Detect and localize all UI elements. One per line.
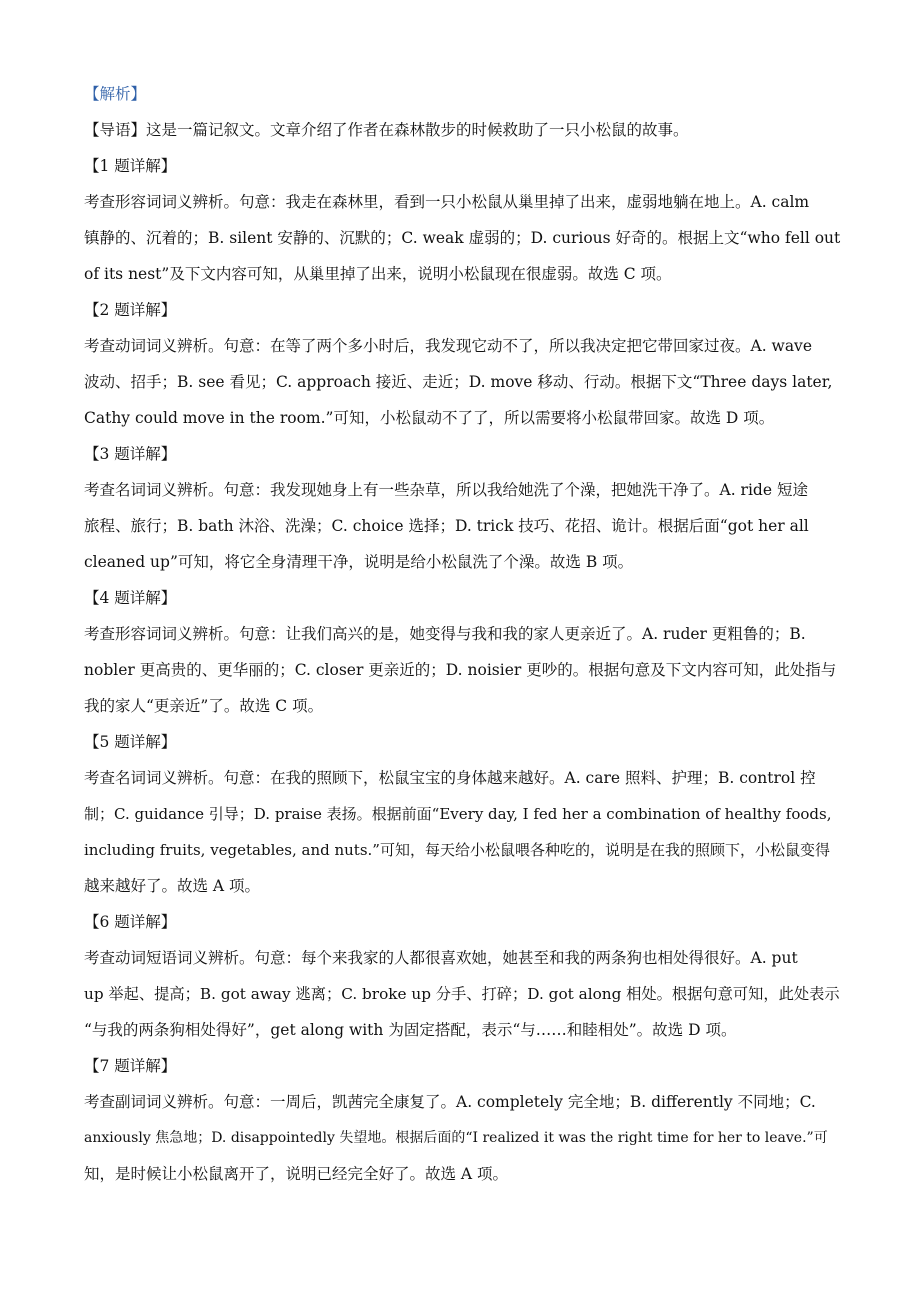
intro-line: 【导语】这是一篇记叙文。文章介绍了作者在森林散步的时候救助了一只小松鼠的故事。 <box>84 121 689 139</box>
q5-text-line: 考查名词词义辨析。句意：在我的照顾下，松鼠宝宝的身体越来越好。A. care 照料、护理；B. control 控 <box>84 769 816 787</box>
q3-text-line: cleaned up”可知，将它全身清理干净，说明是给小松鼠洗了个澡。故选 B 项。 <box>84 553 634 571</box>
q5-heading: 【5 题详解】 <box>84 733 177 751</box>
q6-text-line: “与我的两条狗相处得好”，get along with 为固定搭配，表示“与……和睦相处”。故选 D 项。 <box>84 1021 737 1039</box>
q1-text-line: of its nest”及下文内容可知，从巢里掉了出来，说明小松鼠现在很虚弱。故选 C 项。 <box>84 265 672 283</box>
q4-text-line: 考查形容词词义辨析。句意：让我们高兴的是，她变得与我和我的家人更亲近了。A. ruder 更粗鲁的；B. <box>84 625 806 643</box>
q7-text-line: 考查副词词义辨析。句意：一周后，凯茜完全康复了。A. completely 完全地；B. differently 不同地；C. <box>84 1093 816 1111</box>
q4-heading: 【4 题详解】 <box>84 589 177 607</box>
q6-heading: 【6 题详解】 <box>84 913 177 931</box>
q3-heading: 【3 题详解】 <box>84 445 177 463</box>
q7-text-line: 知，是时候让小松鼠离开了，说明已经完全好了。故选 A 项。 <box>84 1165 509 1183</box>
q7-heading: 【7 题详解】 <box>84 1057 177 1075</box>
q6-text-line: up 举起、提高；B. got away 逃离；C. broke up 分手、打碎；D. got along 相处。根据句意可知，此处表示 <box>84 985 840 1003</box>
q2-text-line: 波动、招手；B. see 看见；C. approach 接近、走近；D. move 移动、行动。根据下文“Three days later, <box>84 373 833 391</box>
analysis-tag: 【解析】 <box>84 85 147 103</box>
q5-text-line: 制；C. guidance 引导；D. praise 表扬。根据前面“Every day, I fed her a combination of healthy foods, <box>84 805 832 823</box>
q2-heading: 【2 题详解】 <box>84 301 177 319</box>
q1-text-line: 考查形容词词义辨析。句意：我走在森林里，看到一只小松鼠从巢里掉了出来，虚弱地躺在地上。A. calm <box>84 193 810 211</box>
q1-heading: 【1 题详解】 <box>84 157 177 175</box>
q7-text-line: anxiously 焦急地；D. disappointedly 失望地。根据后面的“I realized it was the right time for her to leave.”可 <box>84 1130 828 1146</box>
q4-text-line: 我的家人“更亲近”了。故选 C 项。 <box>84 697 324 715</box>
q3-text-line: 旅程、旅行；B. bath 沐浴、洗澡；C. choice 选择；D. trick 技巧、花招、诡计。根据后面“got her all <box>84 517 809 535</box>
q4-text-line: nobler 更高贵的、更华丽的；C. closer 更亲近的；D. noisier 更吵的。根据句意及下文内容可知，此处指与 <box>84 661 837 679</box>
q3-text-line: 考查名词词义辨析。句意：我发现她身上有一些杂草，所以我给她洗了个澡，把她洗干净了。A. ride 短途 <box>84 481 808 499</box>
q5-text-line: 越来越好了。故选 A 项。 <box>84 877 261 895</box>
document-page <box>84 76 840 1192</box>
q2-text-line: Cathy could move in the room.”可知，小松鼠动不了了，所以需要将小松鼠带回家。故选 D 项。 <box>84 409 775 427</box>
q5-text-line: including fruits, vegetables, and nuts.”可知，每天给小松鼠喂各种吃的，说明是在我的照顾下，小松鼠变得 <box>84 841 830 859</box>
q2-text-line: 考查动词词义辨析。句意：在等了两个多小时后，我发现它动不了，所以我决定把它带回家过夜。A. wave <box>84 337 812 355</box>
q6-text-line: 考查动词短语词义辨析。句意：每个来我家的人都很喜欢她，她甚至和我的两条狗也相处得很好。A. put <box>84 949 798 967</box>
q1-text-line: 镇静的、沉着的；B. silent 安静的、沉默的；C. weak 虚弱的；D. curious 好奇的。根据上文“who fell out <box>84 229 841 247</box>
